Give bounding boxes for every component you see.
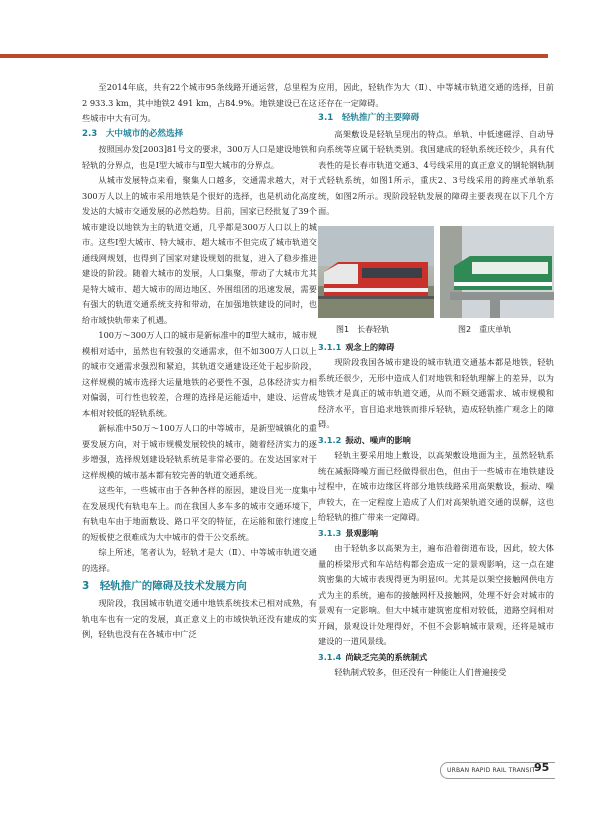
figure-row [318,226,554,338]
figure-1-caption: 图1 长春轻轨 [336,324,390,334]
paragraph: 按照国办发[2003]81号文的要求，300万人口是建设地铁和轻轨的分界点，也是Ⅰ型大城市与Ⅱ型大城市的分界点。 [82,144,317,170]
paragraph: 至2014年底，共有22个城市95条线路开通运营，总里程为2 933.3 km，其中地铁2 491 km，占84.9%。地铁建设已在这些城市中大有可为。 [82,82,317,123]
journal-name: URBAN RAPID RAIL TRANSIT [440,762,555,779]
section-heading-2-3: 2.3 大中城市的必然选择 [82,128,184,139]
paragraph: 现阶段我国各城市建设的城市轨道交通基本都是地铁，轻轨系统还很少，无形中造成人们对地铁和轻轨理解上的差异，以为地铁才是真正的城市轨道交通，从而不顾交通需求、城市规模和经济水平，盲目追求地铁而排斥轻轨，造成轻轨推广观念上的障碍。 [318,357,554,429]
paragraph: 高架敷设是轻轨呈现出的特点。单轨、中低速磁浮、自动导向系统等应属于轻轨类别。我国建成的轻轨系统还较少，具有代表性的是长春市轨道交通3、4号线采用的真正意义的钢轮钢轨制式轻轨系统，如图1所示，重庆2、3号线采用的跨座式单轨系统，如图2所示。现阶段轻轨发展的障碍主要表现在以下几个方面。 [318,128,554,216]
subsection-title: 尚缺乏完美的系统制式 [345,651,428,662]
figure-2-caption: 图2 重庆单轨 [458,324,512,334]
header-rule [0,54,548,58]
figure-changchun-light-rail [318,226,434,318]
text-run: 。尤其是以架空接触网供电方式为主的系统，遍布的接触网杆及接触网，处理不好会对城市的景观有一定影响。但大中城市建筑密度相对较低，道路空间相对开阔，景观设计处理得好，不但不会影响城市景观，还将是城市建设的一道风景线。 [318,574,554,646]
monorail-photo-icon [440,226,554,318]
paragraph: 从城市发展特点来看，聚集人口越多，交通需求越大，对于300万人以上的城市采用地铁是个很好的选择，也是机动化高度发达的大城市交通发展的必然趋势。目前，国家已经批复了39个城市建设以地铁为主的轨道交通，几乎都是300万人口以上的城市。这些Ⅰ型大城市、特大城市、超大城市不但完成了城市轨道交通线网规划，也得到了国家对建设规划的批复，进入了稳步推进建设的阶段。随着大城市的发展，人口集聚，带动了大城市尤其是特大城市、超大城市的周边地区、外围组团的迅速发展，需要有强大的轨道交通系统支持和带动，在加强地铁建设的同时，也给市域快轨带来了机遇。 [82,175,317,325]
text-run: 由于轻轨多以高架为主，遍布沿着街道布设，因此，较大体量的桥梁形式和车站结构都会造成一定的景观影响，这一点在建筑密集的大城市表现得更为明显 [318,543,554,584]
section-heading-3: 3 轻轨推广的障碍及技术发展方向 [82,580,247,592]
paragraph: 100万～300万人口的城市是新标准中的Ⅱ型大城市，城市规模相对适中，虽然也有较强的交通需求，但不如300万人口以上的城市交通需求强烈和紧迫，其轨道交通建设还处于起步阶段，这样规模的城市选择大运量地铁的必要性不强，总体经济实力相对偏弱，可行性也较差，合理的选择是运能适中，建设、运营成本相对较低的轻轨系统。 [82,330,317,418]
subsection-number: 3.1.2 [318,434,342,445]
subsection-title: 景观影响 [345,527,379,538]
subsection-number: 3.1.4 [318,651,342,662]
right-column [318,80,554,681]
subsection-title: 观念上的障碍 [345,341,395,352]
paragraph: 轻轨主要采用地上敷设，以高架敷设地面为主，虽然轻轨系统在减振降噪方面已经做得很出色，但由于一些城市在地铁建设过程中，在城市边缘区将部分地铁线路采用高架敷设，振动、噪声较大，在一定程度上造成了人们对高架轨道交通的误解，这也给轻轨的推广带来一定障碍。 [318,450,554,522]
paragraph: 轻轨制式较多，但还没有一种能让人们普遍接受 [334,667,507,677]
subsection-heading-3-1-4 [318,650,554,666]
paragraph: 现阶段，我国城市轨道交通中地铁系统技术已相对成熟，有轨电车也有一定的发展，真正意义上的市域快轨还没有建成的实例，轻轨也没有在各城市中广泛 [82,598,317,639]
paragraph: 这些年，一些城市由于各种各样的原因，建设目光一度集中在发展现代有轨电车上。而在我国人多车多的城市交通环境下，有轨电车由于地面敷设、路口平交的特征，在运能和旅行速度上的短板使之很难成为大中城市的骨干公交系统。 [82,485,317,542]
citation-ref: [6] [435,576,445,583]
paragraph: 综上所述，笔者认为，轻轨才是大（Ⅱ）、中等城市轨道交通的选择。 [82,547,317,573]
subsection-title: 振动、噪声的影响 [345,434,411,445]
subsection-number: 3.1.1 [318,341,342,352]
subsection-heading-3-1-1 [318,340,554,356]
page-number: 95 [534,761,550,774]
paragraph: 应用，因此，轻轨作为大（Ⅱ）、中等城市轨道交通的选择，目前还存在一定障碍。 [318,82,554,108]
paragraph: 新标准中50万～100万人口的中等城市，是新型城镇化的重要发展方向，对于城市规模发展较快的城市，随着经济实力的逐步增强，选择规划建设轻轨系统是非常必要的。在发达国家对于这样规模的城市基本都有较完善的轨道交通系统。 [82,423,317,480]
figure-chongqing-monorail [440,226,554,318]
paragraph [318,541,554,650]
train-photo-icon [318,226,434,318]
subsection-number: 3.1.3 [318,527,342,538]
subsection-heading-3-1-3 [318,526,554,542]
section-heading-3-1: 3.1 轻轨推广的主要障碍 [318,113,420,123]
subsection-heading-3-1-2 [318,433,554,449]
left-column [82,80,317,643]
